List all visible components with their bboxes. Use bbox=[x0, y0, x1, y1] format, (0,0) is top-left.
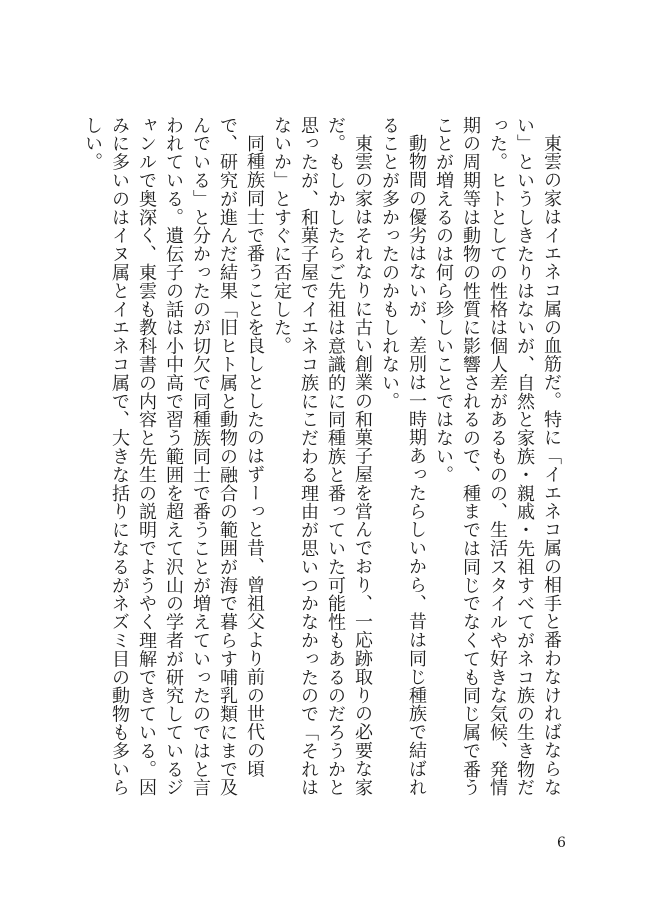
paragraph-1: 東雲の家はイエネコ属の血筋だ。特に「イエネコ属の相手と番わなければならない」というしきたりはないが、自然と家族・親戚・先祖すべてがネコ族の生き物だった。ヒトとしての性格は個人差があるものの、生活スタイルや好きな気候、発情期の周期等は動物の性質に影響されるので、種までは同じでなくても同じ属で番うことが増えるのは何ら珍しいことではない。 bbox=[433, 116, 562, 797]
paragraph-2: 動物間の優劣はないが、差別は一時期あったらしいから、昔は同じ種族で結ばれることが多かったのかもしれない。 bbox=[379, 116, 427, 797]
body-text bbox=[82, 116, 565, 806]
paragraph-4: 同種族同士で番うことを良しとしたのはずーっと昔、曾祖父より前の世代の頃で、研究が進んだ結果「旧ヒト属と動物の融合の範囲が海で暮らす哺乳類にまで及んでいる」と分かったのが切欠で同種族同士で番うことが増えていったのではと言われている。遺伝子の話は小中高で習う範囲を超えて沢山の学者が研究しているジャンルで奥深く、東雲も教科書の内容と先生の説明でようやく理解できている。因みに多いのはイヌ属とイエネコ属で、大きな括りになるがネズミ目の動物も多いらしい。 bbox=[82, 116, 265, 797]
page-number: 6 bbox=[557, 835, 566, 851]
paragraph-3: 東雲の家はそれなりに古い創業の和菓子屋を営んでおり、一応跡取りの必要な家だ。もしかしたらご先祖は意識的に同種族と番っていた可能性もあるのだろうかと思ったが、和菓子屋でイエネコ族にこだわる理由が思いつかなかったので「それはないか」とすぐに否定した。 bbox=[271, 116, 373, 797]
